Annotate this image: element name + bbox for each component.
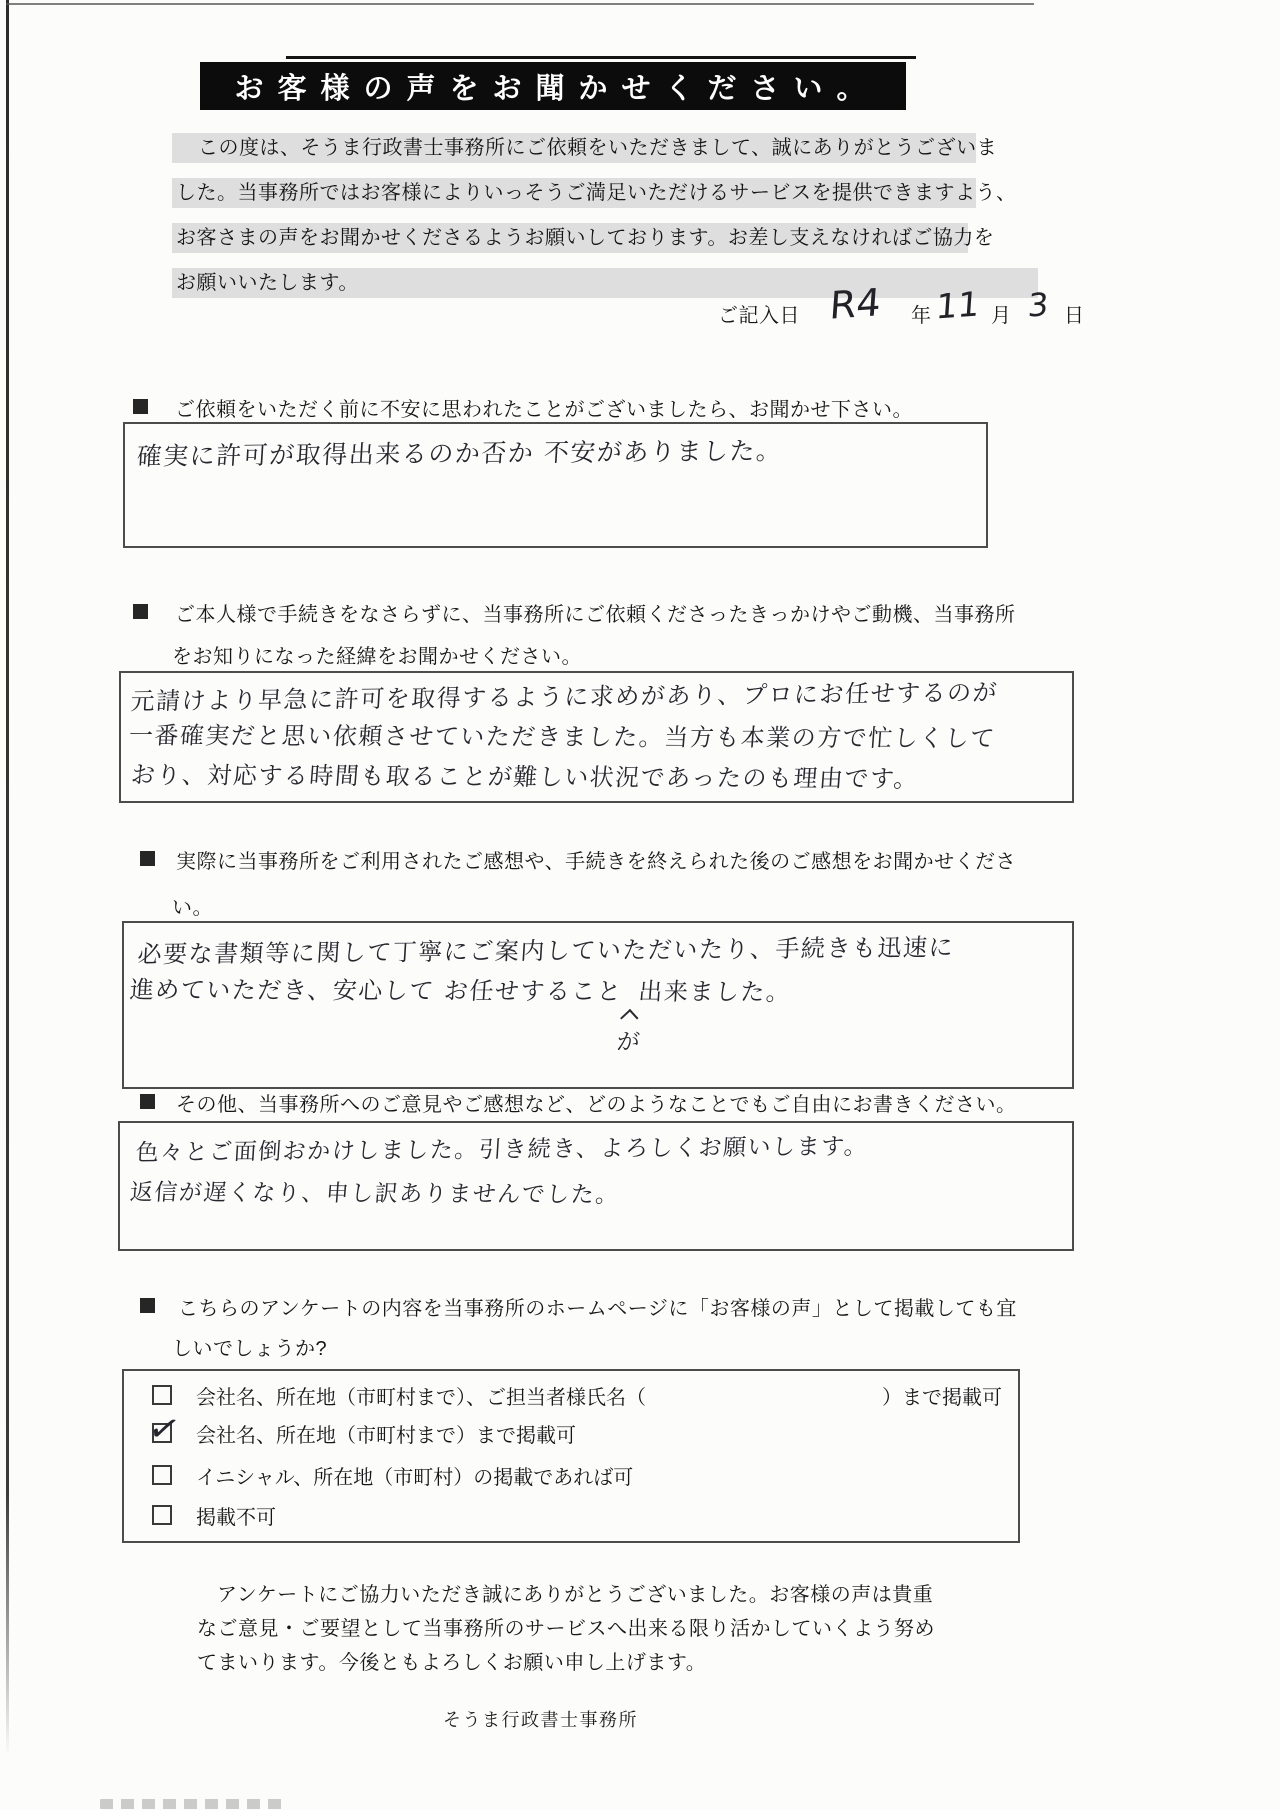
question-5-heading-line1: こちらのアンケートの内容を当事務所のホームページに「お客様の声」として掲載しても宜 xyxy=(178,1298,1017,1320)
handwritten-checkmark: ✓ xyxy=(144,1407,185,1452)
date-month-handwritten: 11 xyxy=(934,284,981,328)
scan-edge-top xyxy=(6,3,1034,5)
handwritten-answer-2-line2: 一番確実だと思い依頼させていただきました。当方も本業の方で忙しくして xyxy=(127,721,997,753)
handwritten-answer-3-line1: 必要な書類等に関して丁寧にご案内していただいたり、手続きも迅速に xyxy=(136,933,955,969)
bullet-square-icon xyxy=(133,399,148,414)
question-2-heading-line2: をお知りになった経緯をお聞かせください。 xyxy=(172,646,582,668)
insertion-point xyxy=(615,990,643,1056)
option-3-label: イニシャル、所在地（市町村）の掲載であれば可 xyxy=(196,1466,634,1489)
answer-box-3 xyxy=(122,921,1074,1089)
bullet-square-icon xyxy=(140,1094,155,1109)
handwritten-answer-2-line3: おり、対応する時間も取ることが難しい状況であったのも理由です。 xyxy=(129,760,921,794)
answer-box-4 xyxy=(118,1121,1074,1251)
intro-line-1: この度は、そうま行政書士事務所にご依頼をいただきまして、誠にありがとうございま xyxy=(172,133,976,163)
handwritten-answer-4-line2: 返信が遅くなり、申し訳ありませんでした。 xyxy=(128,1179,621,1209)
question-1-heading: ご依頼をいただく前に不安に思われたことがございましたら、お聞かせ下さい。 xyxy=(175,399,913,421)
option-1-label-right: ）まで掲載可 xyxy=(882,1386,1002,1409)
question-5-heading-line2: しいでしょうか? xyxy=(172,1338,328,1360)
question-4-heading: その他、当事務所へのご意見やご感想など、どのようなことでもご自由にお書きください。 xyxy=(176,1094,1017,1116)
closing-line-2: なご意見・ご要望として当事務所のサービスへ出来る限り活かしていくよう努め xyxy=(197,1618,935,1640)
checkbox-unchecked xyxy=(152,1385,172,1405)
date-day-handwritten: 3 xyxy=(1026,285,1050,325)
option-4-label: 掲載不可 xyxy=(196,1506,276,1529)
form-title: お客様の声をお聞かせください。 xyxy=(234,72,880,105)
date-day-suffix: 日 xyxy=(1064,305,1085,327)
date-era-handwritten: R4 xyxy=(828,280,883,328)
closing-line-3: てまいります。今後ともよろしくお願い申し上げます。 xyxy=(197,1652,707,1674)
bullet-square-icon xyxy=(133,604,148,619)
scan-edge-left xyxy=(6,0,9,1756)
closing-line-1: アンケートにご協力いただき誠にありがとうございました。お客様の声は貴重 xyxy=(217,1584,934,1606)
option-row-initials xyxy=(122,1461,1018,1489)
intro-line-2: した。当事務所ではお客様によりいっそうご満足いただけるサービスを提供できますよう、 xyxy=(172,178,976,208)
answer-3-line2-before: 進めていただき、安心して お任せすること xyxy=(128,975,624,1006)
option-row-company-name-contact xyxy=(122,1381,1018,1409)
question-3-heading-line1: 実際に当事務所をご利用されたご感想や、手続きを終えられた後のご感想をお聞かせくださ xyxy=(176,851,1017,873)
bullet-square-icon xyxy=(140,1298,155,1313)
form-title-bar xyxy=(200,62,906,110)
option-2-label: 会社名、所在地（市町村まで）まで掲載可 xyxy=(196,1424,576,1447)
question-2-heading-line1: ご本人様で手続きをなさらずに、当事務所にご依頼くださったきっかけやご動機、当事務所 xyxy=(175,604,1016,626)
date-year-suffix: 年 xyxy=(911,305,932,327)
intro-line-3: お客さまの声をお聞かせくださるようお願いしております。お差し支えなければご協力を xyxy=(172,223,968,253)
handwritten-answer-2-line1: 元請けより早急に許可を取得するように求めがあり、プロにお任せするのが xyxy=(129,678,999,716)
title-shadow-line xyxy=(286,56,916,59)
date-label: ご記入日 xyxy=(718,305,800,327)
inserted-character: が xyxy=(615,1029,643,1056)
handwritten-answer-4-line1: 色々とご面倒おかけしました。引き続き、よろしくお願いします。 xyxy=(134,1133,870,1167)
answer-box-2 xyxy=(119,671,1074,803)
option-row-company-name xyxy=(122,1407,1018,1452)
checkbox-unchecked xyxy=(152,1465,172,1485)
answer-3-line2-after: 出来ました。 xyxy=(637,977,793,1007)
checkbox-checked xyxy=(144,1407,185,1452)
bullet-square-icon xyxy=(140,851,155,866)
date-month-suffix: 月 xyxy=(991,305,1012,327)
answer-box-1 xyxy=(123,422,988,548)
scan-artifact-marks xyxy=(100,1799,288,1809)
option-1-label-left: 会社名、所在地（市町村まで）、ご担当者様氏名（ xyxy=(196,1386,646,1409)
intro-line-4: お願いいたします。 xyxy=(172,268,1038,298)
handwritten-answer-1: 確実に許可が取得出来るのか否か 不安がありました。 xyxy=(135,436,784,471)
office-name-footer: そうま行政書士事務所 xyxy=(443,1710,638,1730)
checkbox-unchecked xyxy=(152,1505,172,1525)
option-row-no-publish xyxy=(122,1501,1018,1529)
question-3-heading-line2: い。 xyxy=(172,897,213,919)
handwritten-answer-3-line2 xyxy=(128,970,793,1056)
